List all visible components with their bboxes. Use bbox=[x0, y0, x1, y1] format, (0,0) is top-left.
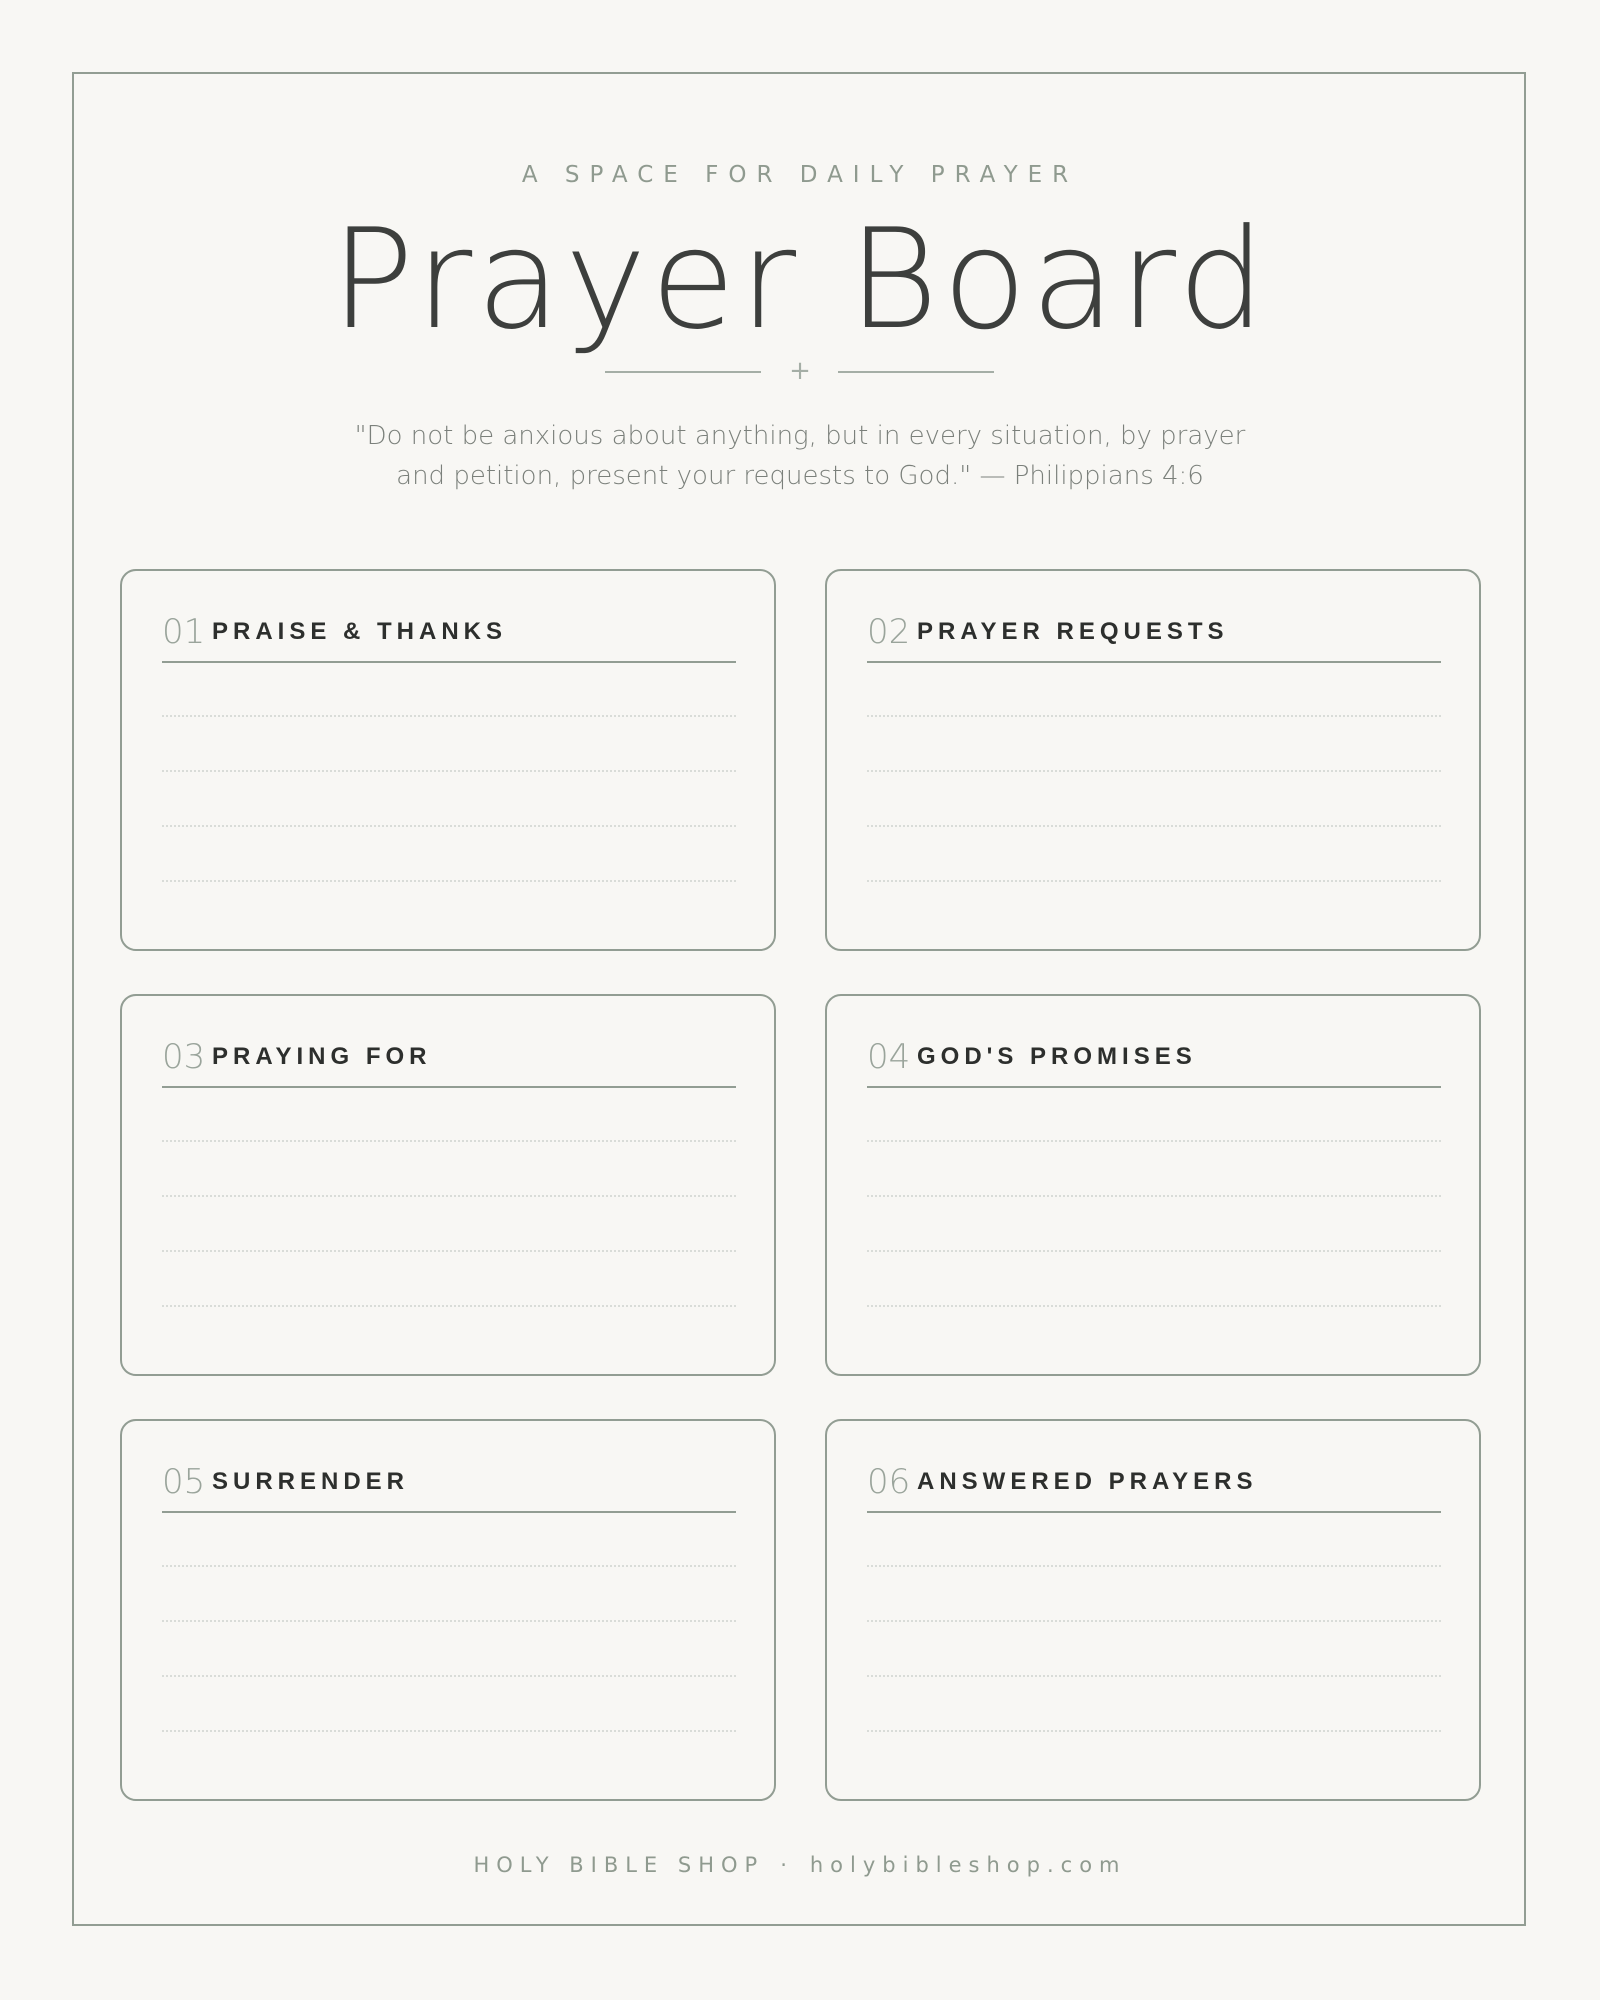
writing-line[interactable] bbox=[867, 1305, 1441, 1307]
section-number: 05 bbox=[162, 1462, 206, 1502]
eyebrow-text: A SPACE FOR DAILY PRAYER bbox=[521, 162, 1079, 188]
writing-line[interactable] bbox=[867, 770, 1441, 772]
section-title: GOD'S PROMISES bbox=[917, 1043, 1197, 1070]
section-title: ANSWERED PRAYERS bbox=[917, 1468, 1258, 1495]
section-header bbox=[867, 607, 1441, 663]
section-card-surrender[interactable] bbox=[120, 1419, 776, 1801]
writing-line[interactable] bbox=[162, 1140, 736, 1142]
section-card-praying-for[interactable] bbox=[120, 994, 776, 1376]
divider-plus-icon: + bbox=[789, 356, 811, 386]
section-card-gods-promises[interactable] bbox=[825, 994, 1481, 1376]
section-number: 01 bbox=[162, 612, 206, 652]
writing-line[interactable] bbox=[867, 1730, 1441, 1732]
writing-line[interactable] bbox=[867, 1565, 1441, 1567]
quote-line-1: "Do not be anxious about anything, but in every situation, by prayer bbox=[354, 421, 1246, 451]
section-number: 02 bbox=[867, 612, 911, 652]
writing-line[interactable] bbox=[162, 1565, 736, 1567]
writing-line[interactable] bbox=[162, 1730, 736, 1732]
page-title: Prayer Board bbox=[330, 199, 1270, 360]
section-header bbox=[867, 1032, 1441, 1088]
section-title: SURRENDER bbox=[212, 1468, 410, 1495]
footer-website-link[interactable]: holybibleshop.com bbox=[809, 1853, 1127, 1877]
quote-line-2: and petition, present your requests to God." — Philippians 4:6 bbox=[396, 461, 1204, 491]
writing-line[interactable] bbox=[867, 715, 1441, 717]
section-title: PRAYER REQUESTS bbox=[917, 618, 1229, 645]
divider-left bbox=[605, 371, 761, 373]
writing-line[interactable] bbox=[162, 1305, 736, 1307]
writing-line[interactable] bbox=[867, 1250, 1441, 1252]
writing-line[interactable] bbox=[867, 1140, 1441, 1142]
writing-line[interactable] bbox=[162, 825, 736, 827]
scripture-quote bbox=[350, 416, 1250, 496]
writing-line[interactable] bbox=[162, 880, 736, 882]
writing-line[interactable] bbox=[162, 1250, 736, 1252]
section-card-prayer-requests[interactable] bbox=[825, 569, 1481, 951]
section-number: 03 bbox=[162, 1037, 206, 1077]
section-header bbox=[162, 607, 736, 663]
writing-line[interactable] bbox=[867, 1195, 1441, 1197]
writing-line[interactable] bbox=[867, 1620, 1441, 1622]
writing-line[interactable] bbox=[867, 880, 1441, 882]
footer-separator: · bbox=[780, 1853, 794, 1877]
divider-right bbox=[838, 371, 994, 373]
section-number: 04 bbox=[867, 1037, 911, 1077]
section-header bbox=[162, 1032, 736, 1088]
section-card-praise-thanks[interactable] bbox=[120, 569, 776, 951]
section-title: PRAISE & THANKS bbox=[212, 618, 508, 645]
section-title: PRAYING FOR bbox=[212, 1043, 432, 1070]
writing-line[interactable] bbox=[162, 715, 736, 717]
writing-line[interactable] bbox=[867, 1675, 1441, 1677]
footer-brand: HOLY BIBLE SHOP bbox=[473, 1853, 765, 1877]
section-number: 06 bbox=[867, 1462, 911, 1502]
section-header bbox=[867, 1457, 1441, 1513]
writing-line[interactable] bbox=[162, 1675, 736, 1677]
writing-line[interactable] bbox=[162, 770, 736, 772]
section-card-answered-prayers[interactable] bbox=[825, 1419, 1481, 1801]
writing-line[interactable] bbox=[162, 1195, 736, 1197]
writing-line[interactable] bbox=[867, 825, 1441, 827]
writing-line[interactable] bbox=[162, 1620, 736, 1622]
section-header bbox=[162, 1457, 736, 1513]
footer bbox=[0, 1853, 1600, 1877]
